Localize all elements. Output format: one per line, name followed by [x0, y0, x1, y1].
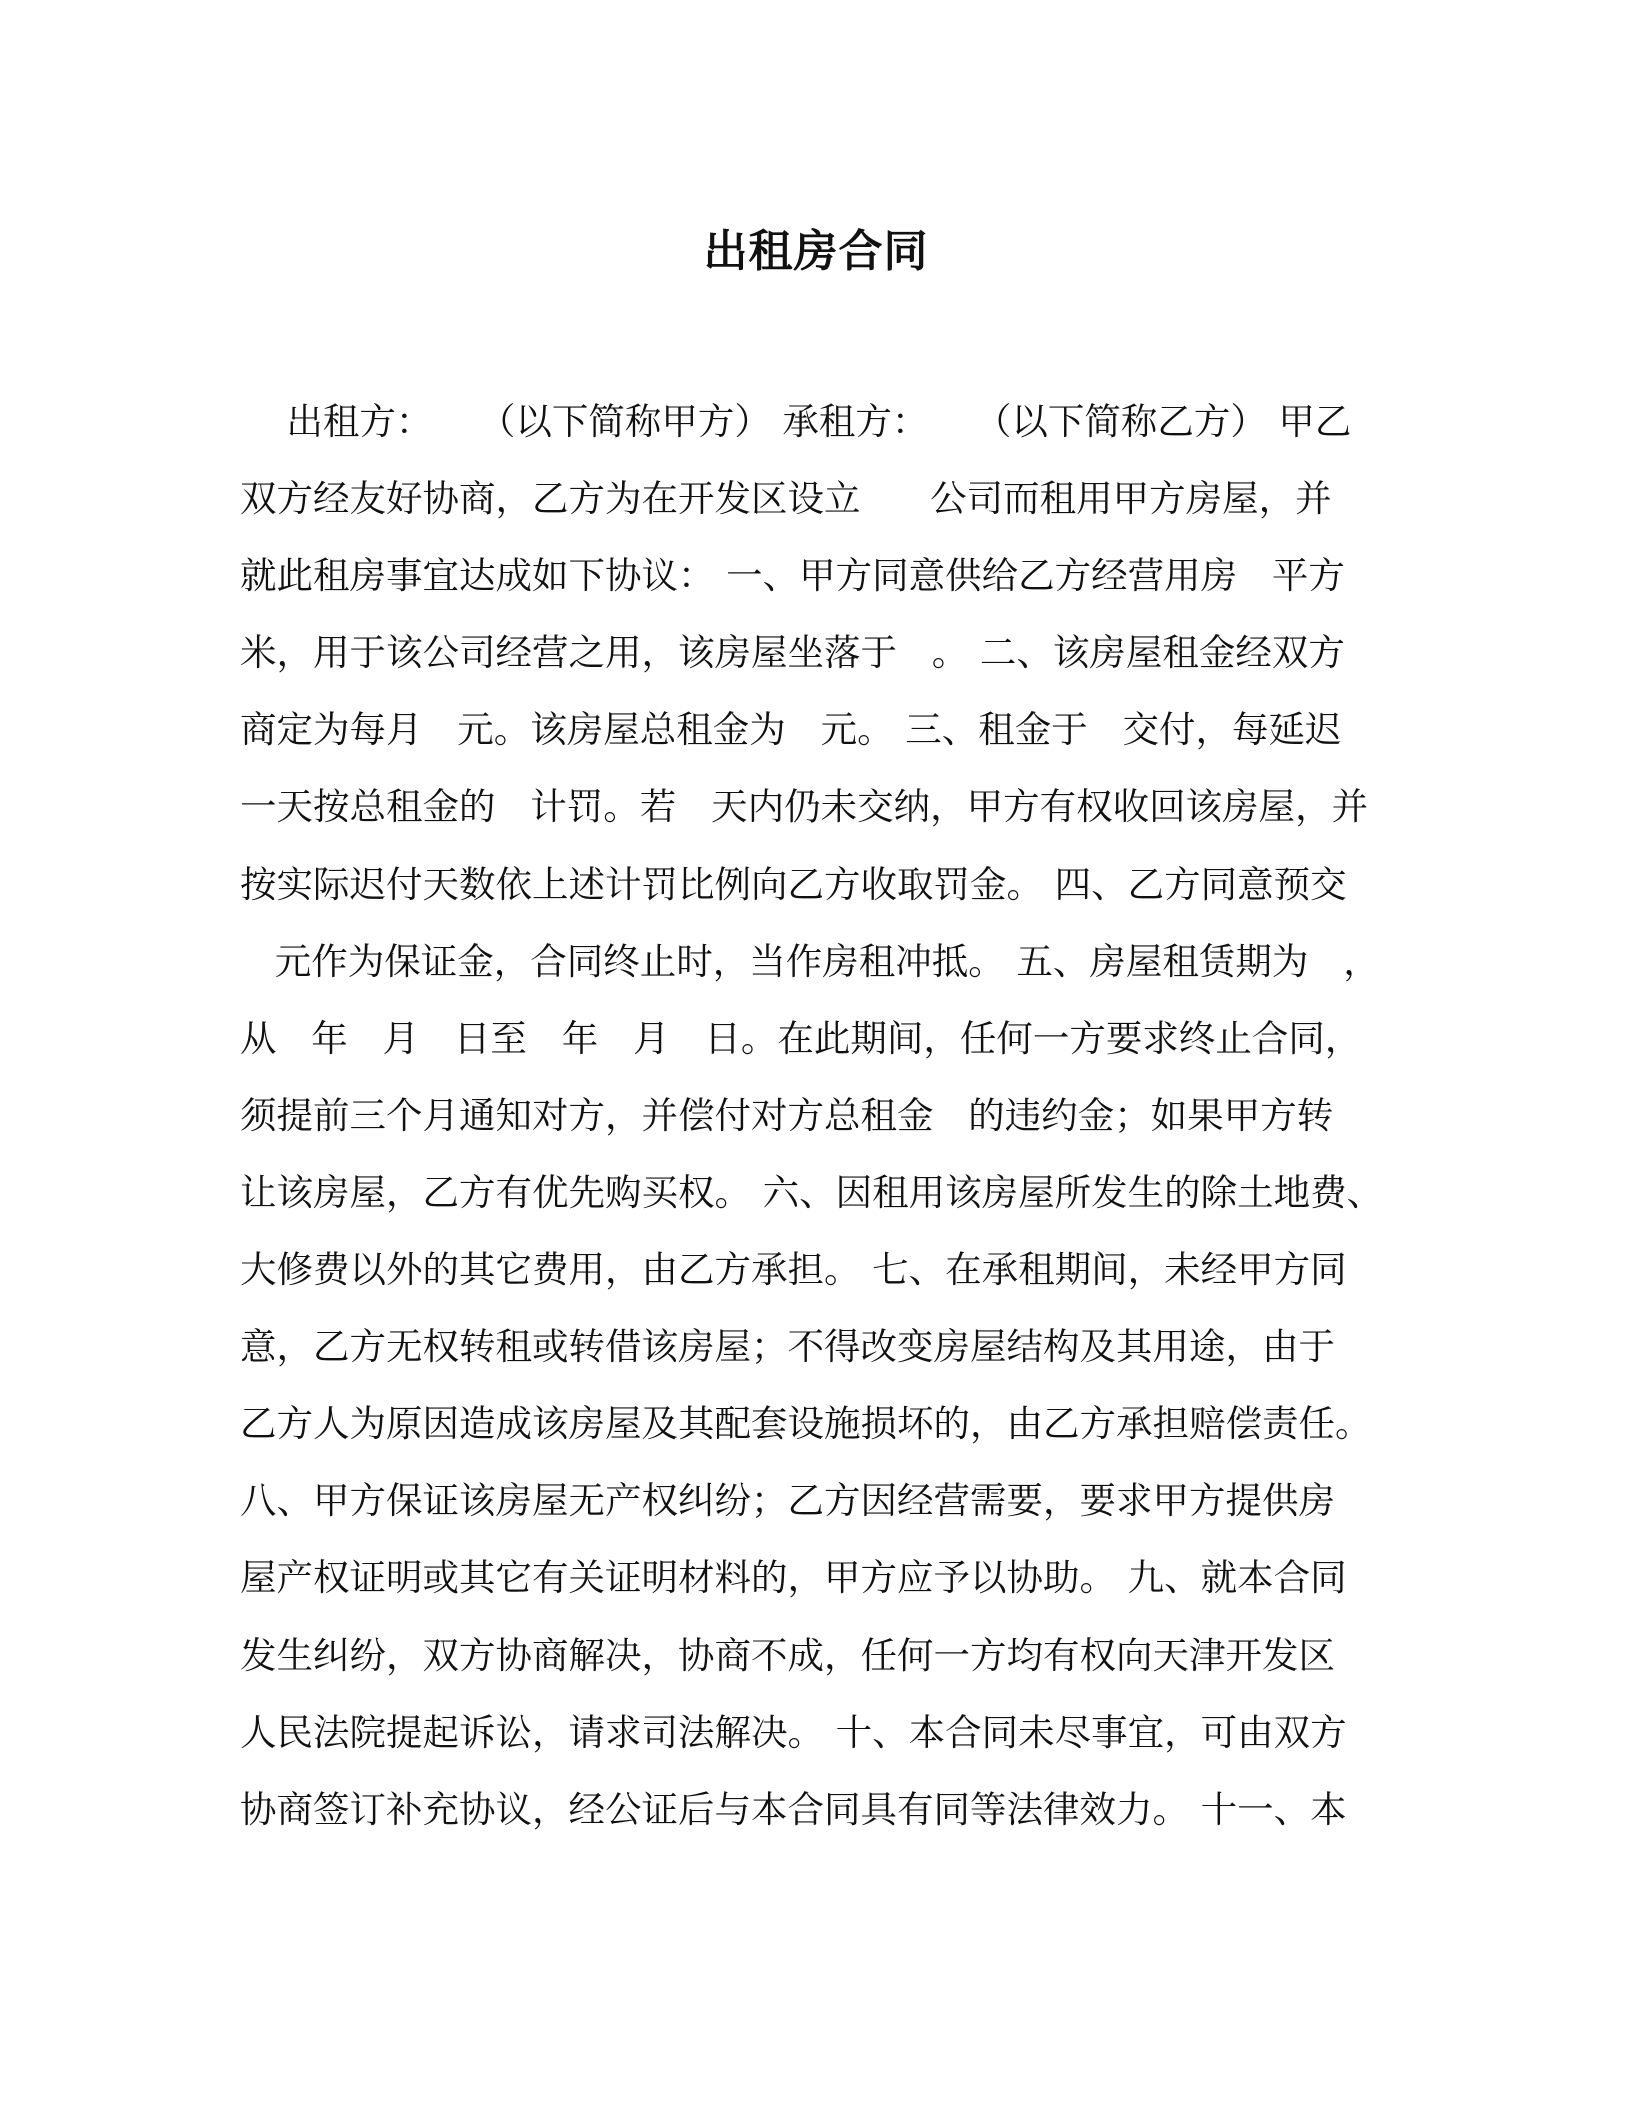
body-line: 元作为保证金，合同终止时，当作房租冲抵。 五、房屋租赁期为 ，: [240, 939, 1380, 983]
body-line: 屋产权证明或其它有关证明材料的，甲方应予以协助。 九、就本合同: [240, 1556, 1347, 1600]
document-title: 出租房合同: [703, 226, 929, 277]
body-line: 商定为每月 元。该房屋总租金为 元。 三、租金于 交付，每延迟: [240, 708, 1342, 752]
body-line: 出租方： （以下简称甲方） 承租方： （以下简称乙方） 甲乙: [240, 400, 1352, 443]
body-line: 大修费以外的其它费用，由乙方承担。 七、在承租期间，未经甲方同: [240, 1248, 1347, 1292]
body-line: 乙方人为原因造成该房屋及其配套设施损坏的，由乙方承担赔偿责任。: [240, 1402, 1372, 1446]
body-line: 就此租房事宜达成如下协议： 一、甲方同意供给乙方经营用房 平方: [240, 554, 1345, 598]
body-line: 米，用于该公司经营之用，该房屋坐落于 。 二、该房屋租金经双方: [240, 631, 1345, 675]
body-line: 意，乙方无权转租或转借该房屋；不得改变房屋结构及其用途，由于: [240, 1325, 1335, 1369]
body-line: 让该房屋，乙方有优先购买权。 六、因租用该房屋所发生的除土地费、: [240, 1170, 1384, 1214]
body-line: 从 年 月 日至 年 月 日。在此期间，任何一方要求终止合同，: [240, 1016, 1362, 1060]
document-body: [240, 392, 1384, 1857]
body-line: 八、甲方保证该房屋无产权纠纷；乙方因经营需要，要求甲方提供房: [240, 1479, 1335, 1523]
body-line: 按实际迟付天数依上述计罚比例向乙方收取罚金。 四、乙方同意预交: [240, 862, 1347, 906]
body-line: 发生纠纷，双方协商解决，协商不成，任何一方均有权向天津开发区: [240, 1633, 1335, 1677]
body-line: 双方经友好协商，乙方为在开发区设立 公司而租用甲方房屋，并: [240, 477, 1332, 521]
body-line: 人民法院提起诉讼，请求司法解决。 十、本合同未尽事宜，可由双方: [240, 1710, 1347, 1754]
body-line: 协商签订补充协议，经公证后与本合同具有同等法律效力。 十一、本: [240, 1787, 1347, 1831]
body-line: 一天按总租金的 计罚。若 天内仍未交纳，甲方有权收回该房屋，并: [240, 785, 1369, 829]
body-line: 须提前三个月通知对方，并偿付对方总租金 的违约金；如果甲方转: [240, 1093, 1334, 1137]
